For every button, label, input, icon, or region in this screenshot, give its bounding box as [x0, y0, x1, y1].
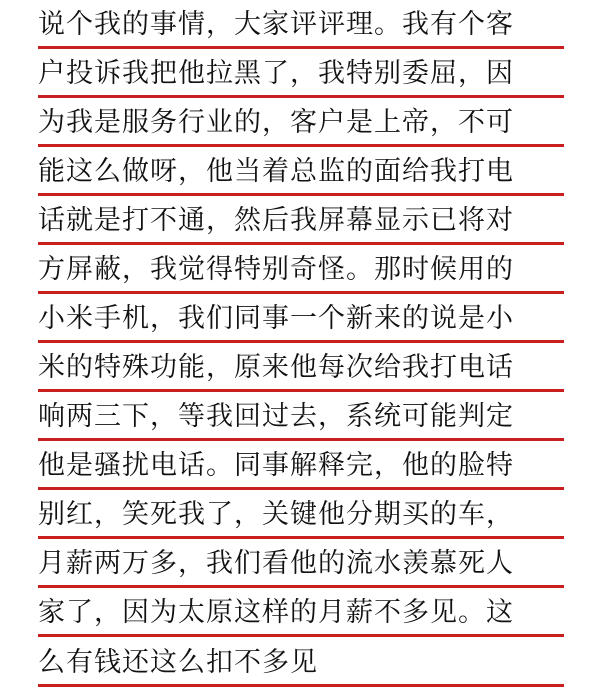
text-line: [38, 637, 564, 687]
line-text: 响两三下，等我回过去，系统可能判定: [38, 401, 514, 432]
text-line: [38, 588, 564, 637]
line-text: 别红，笑死我了，关键他分期买的车，: [38, 499, 514, 530]
line-text: 小米手机，我们同事一个新来的说是小: [38, 303, 514, 334]
line-text: 能这么做呀，他当着总监的面给我打电: [38, 156, 514, 187]
line-text: 话就是打不通，然后我屏幕显示已将对: [38, 205, 514, 236]
text-line: [38, 49, 564, 98]
line-text: 月薪两万多，我们看他的流水羡慕死人: [38, 548, 514, 579]
text-line: [38, 196, 564, 245]
text-line: [38, 539, 564, 588]
text-line: [38, 98, 564, 147]
text-line: [38, 441, 564, 490]
line-text: 方屏蔽，我觉得特别奇怪。那时候用的: [38, 254, 514, 285]
text-line: [38, 490, 564, 539]
text-line: [38, 294, 564, 343]
text-line: [38, 0, 564, 49]
line-text: 么有钱还这么扣不多见: [38, 647, 318, 678]
line-text: 为我是服务行业的，客户是上帝，不可: [38, 107, 514, 138]
line-text: 说个我的事情，大家评评理。我有个客: [38, 9, 514, 40]
text-line: [38, 147, 564, 196]
text-line: [38, 392, 564, 441]
line-text: 家了，因为太原这样的月薪不多见。这: [38, 597, 514, 628]
line-text: 他是骚扰电话。同事解释完，他的脸特: [38, 450, 514, 481]
line-text: 户投诉我把他拉黑了，我特别委屈，因: [38, 58, 514, 89]
text-line: [38, 245, 564, 294]
line-text: 米的特殊功能，原来他每次给我打电话: [38, 352, 514, 383]
text-line: [38, 343, 564, 392]
